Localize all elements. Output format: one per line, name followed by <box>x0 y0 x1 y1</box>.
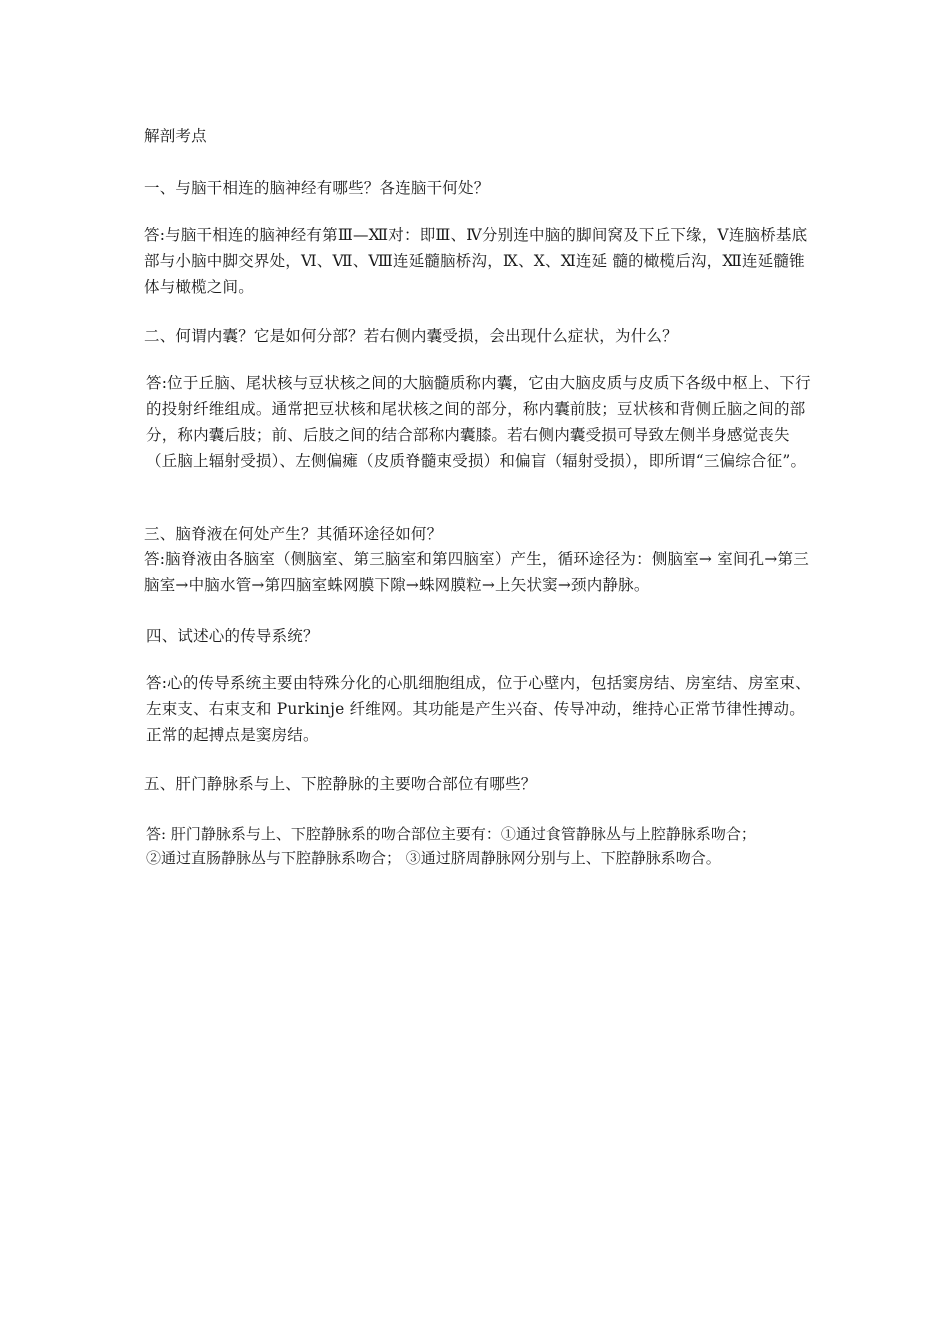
question-5: 五、肝门静脉系与上、下腔静脉的主要吻合部位有哪些？ <box>144 775 537 793</box>
answer-5-line-2: ②通过直肠静脉丛与下腔静脉系吻合； ③通过脐周静脉网分别与上、下腔静脉系吻合。 <box>146 849 721 867</box>
question-1: 一、与脑干相连的脑神经有哪些？各连脑干何处？ <box>144 179 490 197</box>
answer-5-line-1: 答: 肝门静脉系与上、下腔静脉系的吻合部位主要有：①通过食管静脉丛与上腔静脉系吻合； <box>146 825 756 843</box>
question-4: 四、试述心的传导系统？ <box>146 627 319 645</box>
answer-4: 答:心的传导系统主要由特殊分化的心肌细胞组成，位于心壁内，包括窦房结、房室结、房室束、左束支、右束支和 Purkinje 纤维网。其功能是产生兴奋、传导冲动，维持心正常节律性搏动。正常的起搏点是窦房结。 <box>146 674 811 744</box>
document-title: 解剖考点 <box>144 127 207 145</box>
question-3: 三、脑脊液在何处产生？其循环途径如何？ <box>144 525 443 543</box>
question-2: 二、何谓内囊？它是如何分部？若右侧内囊受损，会出现什么症状，为什么？ <box>144 327 678 345</box>
answer-2: 答:位于丘脑、尾状核与豆状核之间的大脑髓质称内囊，它由大脑皮质与皮质下各级中枢上、下行的投射纤维组成。通常把豆状核和尾状核之间的部分，称内囊前肢；豆状核和背侧丘脑之间的部分，称内囊后肢；前、后肢之间的结合部称内囊膝。若右侧内囊受损可导致左侧半身感觉丧失（丘脑上辐射受损）、左侧偏瘫（皮质脊髓束受损）和偏盲（辐射受损），即所谓“三偏综合征”。 <box>146 374 811 470</box>
answer-3: 答:脑脊液由各脑室（侧脑室、第三脑室和第四脑室）产生，循环途径为：侧脑室→ 室间孔→第三脑室→中脑水管→第四脑室蛛网膜下隙→蛛网膜粒→上矢状窦→颈内静脉。 <box>144 550 809 594</box>
answer-1: 答:与脑干相连的脑神经有第Ⅲ—Ⅻ对：即Ⅲ、Ⅳ分别连中脑的脚间窝及下丘下缘，Ⅴ连脑桥基底部与小脑中脚交界处，Ⅵ、Ⅶ、Ⅷ连延髓脑桥沟，Ⅸ、Ⅹ、Ⅺ连延 髓的橄榄后沟，Ⅻ连延髓锥体与橄榄之间。 <box>144 226 808 296</box>
